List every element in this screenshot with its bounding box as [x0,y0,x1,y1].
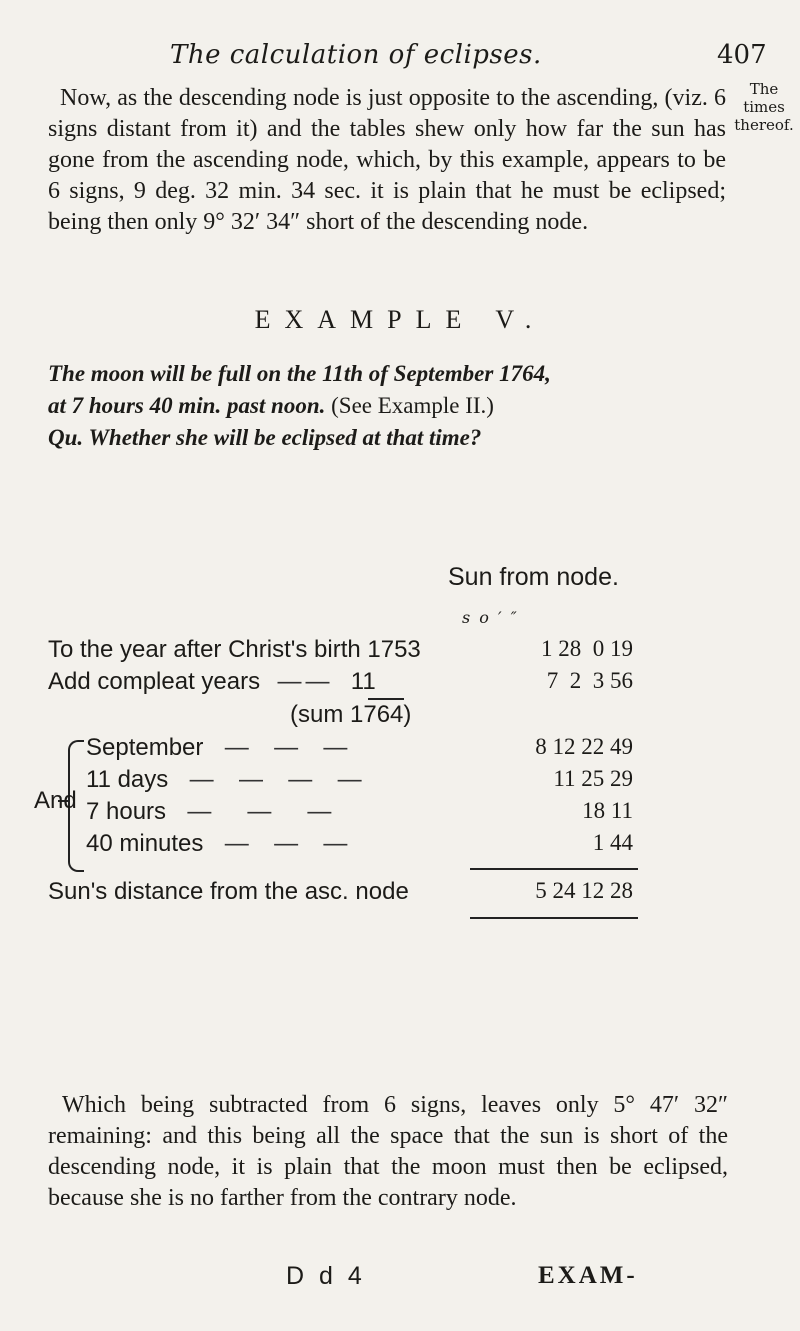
row-minutes-value: 1 44 [592,830,633,855]
row-years-value: 7 2 3 56 [546,668,633,693]
row-month-text: September [86,734,204,761]
row-years-text: Add compleat years [48,668,261,695]
question-line-2: at 7 hours 40 min. past noon. [48,393,326,418]
row-hours-label [86,798,335,826]
signature-mark: D d 4 [286,1262,366,1290]
sum-rule [368,698,404,700]
row-days-text: 11 days [86,766,169,793]
question-line-3: Qu. Whether she will be eclipsed at that time? [48,425,482,450]
row-hours-value: 18 11 [582,798,633,823]
page-number: 407 [717,40,767,70]
total-rule-bottom [470,917,638,919]
row-years-extra: 11 [350,668,376,695]
table-units: s o ′ ″ [462,608,519,627]
marginal-note: The times thereof. [734,80,794,134]
example-heading: EXAMPLE V. [254,305,546,334]
row-days-value: 11 25 29 [553,766,633,791]
question-line-1: The moon will be full on the 11th of September 1764, [48,361,551,386]
total-value: 5 24 12 28 [535,878,633,903]
running-title: The calculation of eclipses. [170,40,542,70]
leader-dash: — — — [203,830,352,857]
row-years-label [48,668,376,696]
row-month-value: 8 12 22 49 [535,734,633,759]
row-days-label [86,766,366,794]
example-question [48,358,748,454]
row-sum-label: (sum 1764) [290,701,412,728]
row-month-label [86,734,351,762]
leader-dash: — — — — [168,766,366,793]
closing-paragraph: Which being subtracted from 6 signs, leaves only 5° 47′ 32″ remaining: and this being all the space that the sun is short of the descending node, it is plain that the moon must then be eclipsed, because she is no farther from the contrary node. [48,1092,728,1211]
total-label: Sun's distance from the asc. node [48,878,409,905]
page-header [0,40,800,80]
row-hours-text: 7 hours [86,798,167,825]
and-label: And [34,787,77,814]
row-minutes-label [86,830,351,858]
row-year-label: To the year after Christ's birth 1753 [48,636,421,663]
row-minutes-text: 40 minutes [86,830,204,857]
leader-dash: — — — [203,734,352,761]
table-heading: Sun from node. [448,563,619,591]
row-year-value: 1 28 0 19 [541,636,633,661]
catchword: EXAM- [538,1262,638,1289]
leader-dash: —— [266,668,345,695]
see-reference: (See Example II.) [331,393,494,418]
total-rule-top [470,868,638,870]
opening-paragraph: Now, as the descending node is just opposite to the ascending, (viz. 6 signs distant from it) and the tables shew only how far the sun has gone from the ascending node, which, by this example, appears to be 6 signs, 9 deg. 32 min. 34 sec. it is plain that he must be eclipsed; being then only 9° 32′ 34″ short of the descending node. [48,85,726,235]
leader-dash: — — — [166,798,336,825]
